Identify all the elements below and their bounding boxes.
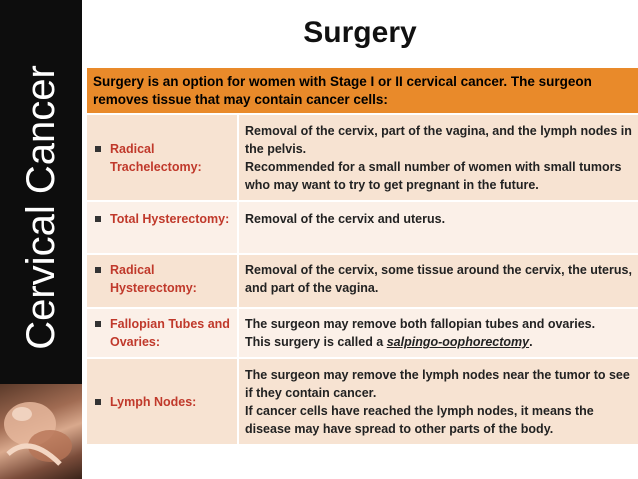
- description-line: Removal of the cervix, part of the vagina, and the lymph nodes in the pelvis.: [245, 123, 632, 156]
- row-description-cell: [237, 309, 638, 357]
- sidebar-title: Cervical Cancer: [18, 64, 63, 350]
- description-line: Recommended for a small number of women with small tumors who may want to try to get pregnant in the future.: [245, 159, 622, 192]
- sidebar: [0, 0, 82, 479]
- row-description-cell: [237, 202, 638, 253]
- square-bullet-icon: [95, 267, 101, 273]
- table-row: [87, 253, 638, 307]
- row-label-cell: [87, 255, 237, 307]
- anatomy-illustration: [0, 384, 82, 479]
- row-label: Radical Hysterectomy:: [110, 263, 197, 295]
- square-bullet-icon: [95, 321, 101, 327]
- emphasized-term: salpingo-oophorectomy: [386, 335, 530, 349]
- description-line: Removal of the cervix, some tissue around the cervix, the uterus, and part of the vagina.: [245, 263, 632, 295]
- description-line: The surgeon may remove both fallopian tubes and ovaries.: [245, 317, 596, 331]
- description-line: The surgeon may remove the lymph nodes near the tumor to see if they contain cancer.: [245, 367, 630, 400]
- surgery-table: [87, 68, 638, 444]
- description-line: If cancer cells have reached the lymph nodes, it means the disease may have spread to other parts of the body.: [245, 403, 594, 436]
- table-row: [87, 357, 638, 444]
- table-row: [87, 307, 638, 357]
- row-label: Fallopian Tubes and Ovaries:: [110, 317, 230, 349]
- row-label-cell: [87, 202, 237, 253]
- description-line: This surgery is called a salpingo-oophorectomy.: [245, 335, 533, 349]
- page-title: Surgery: [303, 16, 417, 49]
- description-line: Removal of the cervix and uterus.: [245, 212, 446, 226]
- square-bullet-icon: [95, 216, 101, 222]
- square-bullet-icon: [95, 146, 101, 152]
- row-label-cell: [87, 115, 237, 200]
- intro-header: Surgery is an option for women with Stage I or II cervical cancer. The surgeon removes tissue that may contain cancer cells:: [87, 68, 638, 113]
- row-description-cell: [237, 115, 638, 200]
- table-row: [87, 113, 638, 200]
- row-label-cell: [87, 309, 237, 357]
- table-row: [87, 200, 638, 253]
- row-label-cell: [87, 359, 237, 444]
- row-label: Radical Trachelectomy:: [110, 141, 202, 174]
- row-label: Lymph Nodes:: [110, 394, 197, 409]
- row-label: Total Hysterectomy:: [110, 212, 230, 226]
- row-description-cell: [237, 255, 638, 307]
- square-bullet-icon: [95, 399, 101, 405]
- row-description-cell: [237, 359, 638, 444]
